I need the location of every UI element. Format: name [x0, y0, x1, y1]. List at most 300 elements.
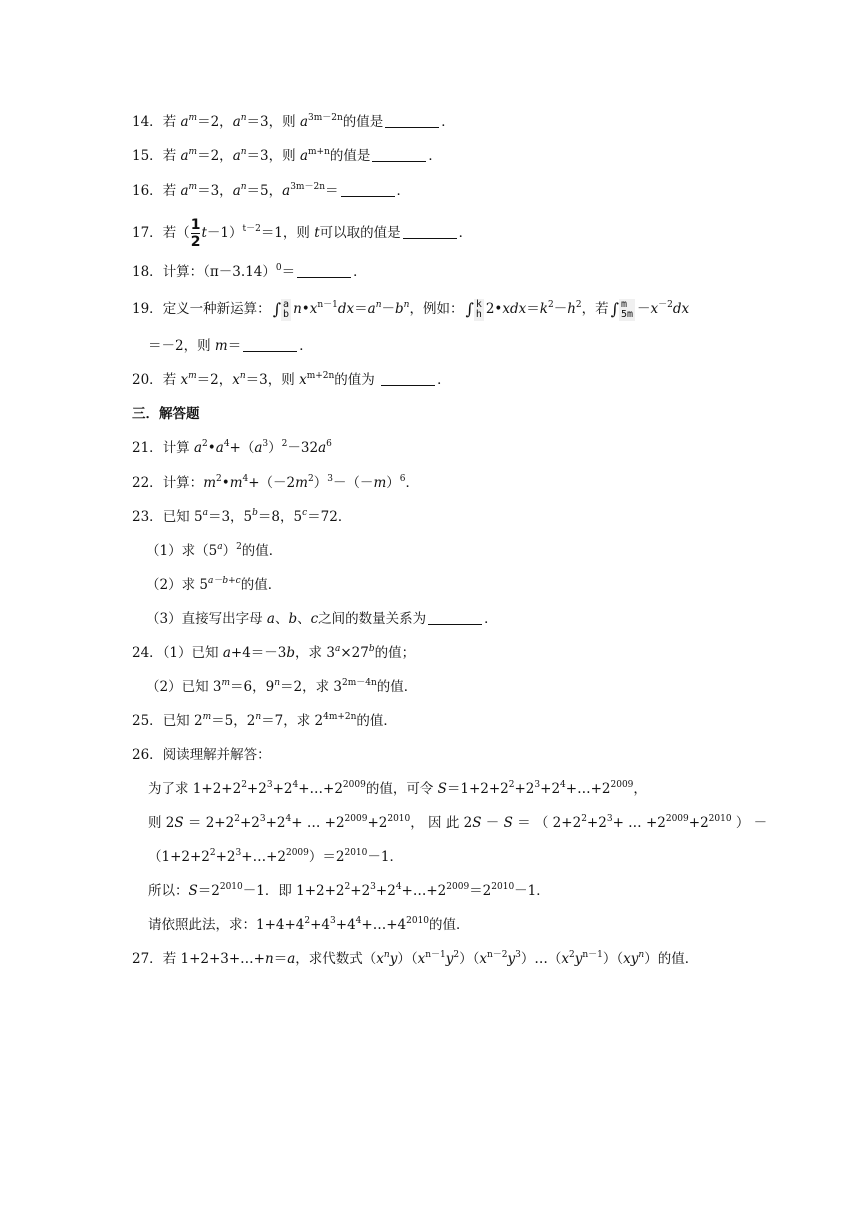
- var: t: [201, 225, 207, 241]
- denominator: 2: [190, 234, 201, 250]
- exp: 4: [355, 916, 362, 926]
- var: S: [174, 815, 184, 831]
- text: ．: [484, 611, 498, 627]
- text: +2: [246, 781, 267, 797]
- text: 的值．: [356, 713, 397, 729]
- problem-26-line2: [148, 813, 767, 833]
- text: +…+2: [565, 781, 611, 797]
- problem-19: [132, 296, 689, 323]
- var: a: [254, 440, 263, 456]
- exp: n－1: [317, 300, 338, 310]
- text: +（: [229, 440, 255, 456]
- exp: 2: [304, 916, 311, 926]
- text: ＝ 2+2: [183, 815, 235, 831]
- exp: 2: [453, 950, 460, 960]
- text: ，例如：: [409, 301, 464, 317]
- exp: 2: [202, 439, 208, 449]
- var: a: [299, 114, 308, 130]
- var: x: [650, 301, 659, 317]
- text: ＝3，则: [246, 114, 300, 130]
- problem-23-q3: [146, 609, 498, 629]
- exp: 2: [216, 474, 222, 484]
- text: －1）: [206, 225, 243, 241]
- var: dx: [672, 301, 690, 317]
- exp: 2010: [708, 814, 732, 824]
- var: b: [286, 645, 296, 661]
- text: ＝7，求 2: [261, 713, 324, 729]
- text: （1+2+2: [148, 849, 210, 865]
- exp: n－1: [425, 950, 446, 960]
- text: ＝: [281, 264, 296, 280]
- exp: 3: [330, 916, 336, 926]
- problem-23-q2: [146, 575, 281, 595]
- exp: 4: [223, 439, 230, 449]
- text: +2: [367, 815, 388, 831]
- answer-blank[interactable]: [403, 224, 457, 239]
- problem-number: 22．: [132, 475, 163, 491]
- exp: c: [302, 508, 308, 518]
- problem-26-line5: [148, 915, 470, 935]
- problem-number: 14．: [132, 114, 163, 130]
- lower-limit: h: [475, 308, 482, 320]
- text: ， 因 此 2: [410, 815, 473, 831]
- text: （3）直接写出字母: [146, 611, 267, 627]
- text: ．: [441, 114, 455, 130]
- text: ＝3，5: [207, 509, 253, 525]
- text: ＝3，则: [245, 372, 300, 388]
- var: a: [367, 301, 376, 317]
- exp: 2: [307, 474, 314, 484]
- text: +…+2: [298, 781, 343, 797]
- text: ，若: [581, 301, 609, 317]
- text: ＝2，: [196, 372, 233, 388]
- numerator: 1: [190, 217, 201, 233]
- text: 计算：（π－3.14）: [162, 264, 276, 280]
- text: 为了求 1+2+2: [148, 781, 242, 797]
- text: +2: [586, 815, 607, 831]
- text: ，求代数式（: [295, 951, 377, 967]
- var: x: [376, 951, 384, 967]
- exp: n: [375, 300, 382, 310]
- var: a: [232, 114, 241, 130]
- text: 若: [162, 183, 181, 199]
- text: ＝3，则: [246, 148, 300, 164]
- text: 可以取的值是: [319, 225, 401, 241]
- problem-15: [132, 146, 442, 166]
- exp: 6: [326, 439, 332, 449]
- text: ＝2: [469, 883, 492, 899]
- text: 若: [162, 148, 181, 164]
- exp: 4: [292, 780, 299, 790]
- text: 的值．: [241, 543, 283, 559]
- integral-1: [273, 296, 291, 323]
- text: －（－: [332, 475, 374, 491]
- exp: 2: [344, 882, 351, 892]
- text: +2: [688, 815, 709, 831]
- text: ＝: [526, 301, 540, 317]
- exp: n－2: [486, 950, 508, 960]
- problem-number: 26．: [132, 747, 163, 763]
- problem-number: 17．: [132, 225, 163, 241]
- text: ×27: [340, 645, 369, 661]
- answer-blank[interactable]: [341, 182, 395, 197]
- var: a: [282, 183, 291, 199]
- exp: n: [383, 950, 390, 960]
- exp: 3: [259, 814, 266, 824]
- exp: 3: [262, 439, 269, 449]
- problem-23: [132, 507, 351, 527]
- text: +…+2: [401, 883, 447, 899]
- text: （2）求 5: [146, 577, 208, 593]
- text: 请依照此法，求：1+4+4: [148, 917, 305, 933]
- text: 计算：: [162, 475, 204, 491]
- text: －1．即 1+2+2: [242, 883, 345, 899]
- exp: 2: [581, 814, 587, 824]
- var: n: [293, 301, 302, 317]
- section-heading: 三．解答题: [132, 406, 200, 422]
- var: a: [299, 148, 308, 164]
- exp: 2010: [219, 882, 243, 892]
- text: 2•: [485, 301, 503, 317]
- text: 则 2: [148, 815, 175, 831]
- fraction-half: [191, 218, 201, 249]
- text: ＝5，2: [211, 713, 256, 729]
- var: x: [232, 372, 240, 388]
- text: +（－2: [248, 475, 296, 491]
- text: ．: [396, 183, 410, 199]
- text: ）的值．: [644, 951, 699, 967]
- text: ）: [313, 475, 328, 491]
- exp: 2: [209, 848, 216, 858]
- problem-17: [132, 216, 472, 250]
- problem-14: [132, 112, 455, 132]
- text: －: [637, 301, 651, 317]
- upper-limit: m: [620, 298, 628, 310]
- exp: 6: [399, 474, 406, 484]
- exp: n: [403, 300, 410, 310]
- text: •: [301, 301, 310, 317]
- var: S: [188, 883, 198, 899]
- text: •: [221, 475, 230, 491]
- exp: n: [240, 113, 247, 123]
- exp: 4: [395, 882, 402, 892]
- exp: m: [188, 182, 198, 192]
- exp: n: [239, 371, 246, 381]
- text: ．: [428, 148, 442, 164]
- text: 之间的数量关系为: [318, 611, 427, 627]
- problem-number: 24．: [132, 645, 163, 661]
- text: －32: [287, 440, 319, 456]
- problem-number: 19．: [132, 301, 163, 317]
- problem-23-q1: [146, 541, 282, 561]
- text: ）＝2: [308, 849, 345, 865]
- var: a: [287, 951, 296, 967]
- text: ）: [268, 440, 282, 456]
- text: ）（: [459, 951, 480, 967]
- text: +2: [350, 883, 371, 899]
- text: 、: [297, 611, 311, 627]
- exp: m: [188, 147, 198, 157]
- text: +…+2: [241, 849, 286, 865]
- problem-number: 21．: [132, 440, 163, 456]
- var: h: [567, 301, 576, 317]
- exp: 2: [234, 814, 240, 824]
- exp: 2: [236, 542, 242, 552]
- problem-21: [132, 438, 332, 458]
- text: ）（: [397, 951, 418, 967]
- exp: 2: [508, 780, 515, 790]
- exp: 2010: [344, 848, 368, 858]
- var: c: [310, 611, 319, 627]
- text: ＝2，求 3: [280, 679, 342, 695]
- integral-icon: ∫: [610, 299, 619, 319]
- var: S: [503, 815, 513, 831]
- var: b: [288, 611, 298, 627]
- text: ，: [633, 781, 647, 797]
- var: a: [232, 148, 241, 164]
- exp: a: [202, 508, 208, 518]
- var: a: [318, 440, 327, 456]
- integral-3: [611, 296, 635, 323]
- text: ＝72．: [307, 509, 352, 525]
- problem-27: [132, 949, 698, 969]
- lower-limit: b: [283, 308, 290, 320]
- var: xdx: [502, 301, 527, 317]
- text: －1．: [367, 849, 403, 865]
- text: +4: [335, 917, 356, 933]
- var: xy: [623, 951, 639, 967]
- exp: n: [274, 678, 281, 688]
- upper-limit: a: [283, 298, 290, 310]
- exp: n: [240, 182, 247, 192]
- exp: 2010: [406, 916, 430, 926]
- exp: 2009: [344, 814, 368, 824]
- problem-20: [132, 370, 451, 390]
- text: + … +2: [291, 815, 345, 831]
- exp: 3: [515, 950, 521, 960]
- var: S: [437, 781, 447, 797]
- exp: a－b+c: [207, 576, 241, 586]
- problem-25: [132, 711, 397, 731]
- var: m: [214, 338, 228, 354]
- exp: 4: [242, 474, 249, 484]
- var: a: [215, 440, 224, 456]
- text: 所以：: [148, 883, 189, 899]
- text: 若（: [162, 225, 190, 241]
- problem-26: [132, 745, 271, 765]
- exp: 2009: [665, 814, 689, 824]
- text: 的值．: [240, 577, 282, 593]
- exp: m: [188, 113, 198, 123]
- answer-blank[interactable]: [372, 147, 426, 162]
- text: －: [481, 815, 504, 831]
- var: m: [373, 475, 387, 491]
- problem-number: 18．: [132, 264, 163, 280]
- exp: 2: [281, 439, 288, 449]
- exp: 4: [560, 780, 566, 790]
- text: 计算: [162, 440, 194, 456]
- problem-number: 16．: [132, 183, 163, 199]
- text: ）: [386, 475, 400, 491]
- problem-16: [132, 181, 410, 201]
- problem-number: 20．: [132, 372, 163, 388]
- problem-22: [132, 473, 419, 493]
- exp: 0: [275, 263, 282, 273]
- var: m: [203, 475, 216, 491]
- exp: 3m－2n: [290, 182, 325, 192]
- var: dx: [337, 301, 355, 317]
- text: +2: [272, 781, 293, 797]
- text: ＝2: [197, 883, 220, 899]
- text: －1．: [514, 883, 550, 899]
- exp: 2m－4n: [342, 678, 377, 688]
- text: ＝5，: [246, 183, 283, 199]
- var: m: [295, 475, 308, 491]
- text: 的值，可令: [365, 781, 438, 797]
- text: ＝8，5: [257, 509, 303, 525]
- exp: t－2: [242, 224, 261, 234]
- exp: m: [188, 371, 197, 381]
- exp: a: [334, 644, 341, 654]
- problem-18: [132, 262, 367, 282]
- answer-blank[interactable]: [243, 337, 297, 352]
- exp: m: [221, 678, 231, 688]
- text: 、: [274, 611, 289, 627]
- var: a: [180, 114, 189, 130]
- var: y: [445, 951, 454, 967]
- exp: 3: [235, 848, 242, 858]
- var: x: [180, 372, 189, 388]
- exp: m+2n: [306, 371, 335, 381]
- var: x: [299, 372, 307, 388]
- text: 的值为: [334, 372, 380, 388]
- exp: 4m+2n: [323, 712, 357, 722]
- exp: 4: [285, 814, 292, 824]
- text: （1）已知: [162, 645, 223, 661]
- var: a: [180, 183, 189, 199]
- exp: b: [252, 508, 258, 518]
- upper-limit: k: [475, 298, 482, 310]
- text: •: [207, 440, 216, 456]
- text: ＝ （ 2+2: [512, 815, 582, 831]
- exp: 3: [266, 780, 273, 790]
- exp: 2010: [387, 814, 411, 824]
- text: ＝1+2+2: [446, 781, 509, 797]
- problem-number: 27．: [132, 951, 163, 967]
- text: ＝2，: [197, 148, 233, 164]
- exp: 2: [569, 950, 575, 960]
- exp: 2: [241, 780, 247, 790]
- answer-blank[interactable]: [385, 113, 439, 128]
- text: 若: [162, 372, 181, 388]
- text: ）: [222, 543, 237, 559]
- var: t: [314, 225, 320, 241]
- text: 定义一种新运算：: [162, 301, 271, 317]
- exp: 2009: [610, 780, 634, 790]
- text: ） －: [731, 815, 768, 831]
- lower-limit: 5m: [620, 308, 634, 320]
- text: 阅读理解并解答：: [162, 747, 271, 763]
- exp: n－1: [582, 950, 603, 960]
- text: 的值是: [329, 148, 371, 164]
- text: ＝: [227, 338, 242, 354]
- text: （2）已知 3: [146, 679, 222, 695]
- text: +2: [514, 781, 535, 797]
- answer-blank[interactable]: [297, 263, 351, 278]
- text: ．: [299, 338, 313, 354]
- var: m: [229, 475, 243, 491]
- text: ．: [458, 225, 473, 241]
- exp: n: [255, 712, 262, 722]
- text: 的值；: [374, 645, 416, 661]
- var: x: [479, 951, 487, 967]
- text: +…+4: [361, 917, 407, 933]
- text: 若: [162, 114, 181, 130]
- exp: n: [240, 147, 247, 157]
- var: a: [266, 611, 275, 627]
- text: 的值．: [429, 917, 470, 933]
- problem-number: 15．: [132, 148, 163, 164]
- exp: 3m－2n: [308, 113, 343, 123]
- text: ）…（: [520, 951, 562, 967]
- exp: 2009: [446, 882, 470, 892]
- answer-blank[interactable]: [428, 610, 482, 625]
- var: x: [309, 301, 318, 317]
- exp: 2: [547, 300, 554, 310]
- text: ＝: [273, 951, 288, 967]
- text: －: [381, 301, 396, 317]
- text: +2: [239, 815, 260, 831]
- exp: 3: [327, 474, 333, 484]
- text: +2: [215, 849, 236, 865]
- integral-icon: ∫: [272, 299, 282, 319]
- problem-26-line1: [148, 779, 647, 799]
- text: 已知 5: [162, 509, 203, 525]
- problem-26-line3: [148, 847, 403, 867]
- problem-24: [132, 643, 415, 663]
- text: 的值是: [342, 114, 384, 130]
- var: a: [180, 148, 189, 164]
- text: ，求 3: [295, 645, 335, 661]
- text: ．: [353, 264, 367, 280]
- problem-number: 25．: [132, 713, 163, 729]
- text: ＝: [354, 301, 368, 317]
- answer-blank[interactable]: [381, 371, 435, 386]
- problem-24-q2: [146, 677, 417, 697]
- text: +2: [540, 781, 561, 797]
- text: 若 1+2+3+…+: [162, 951, 265, 967]
- var: y: [389, 951, 398, 967]
- text: ＝2，: [197, 114, 233, 130]
- var: y: [574, 951, 583, 967]
- text: （1）求（5: [146, 543, 218, 559]
- exp: a: [217, 542, 223, 552]
- exp: 3: [534, 780, 541, 790]
- text: 的值．: [376, 679, 418, 695]
- text: ＝3，: [197, 183, 233, 199]
- exp: b: [368, 644, 375, 654]
- problem-26-line4: [148, 881, 550, 901]
- var: a: [222, 645, 231, 661]
- text: ＝6，9: [230, 679, 275, 695]
- exp: －2: [658, 300, 673, 310]
- var: n: [265, 951, 274, 967]
- exp: m+n: [308, 147, 330, 157]
- exp: 2009: [285, 848, 309, 858]
- integral-2: [465, 296, 483, 323]
- var: y: [507, 951, 516, 967]
- text: ．: [437, 372, 451, 388]
